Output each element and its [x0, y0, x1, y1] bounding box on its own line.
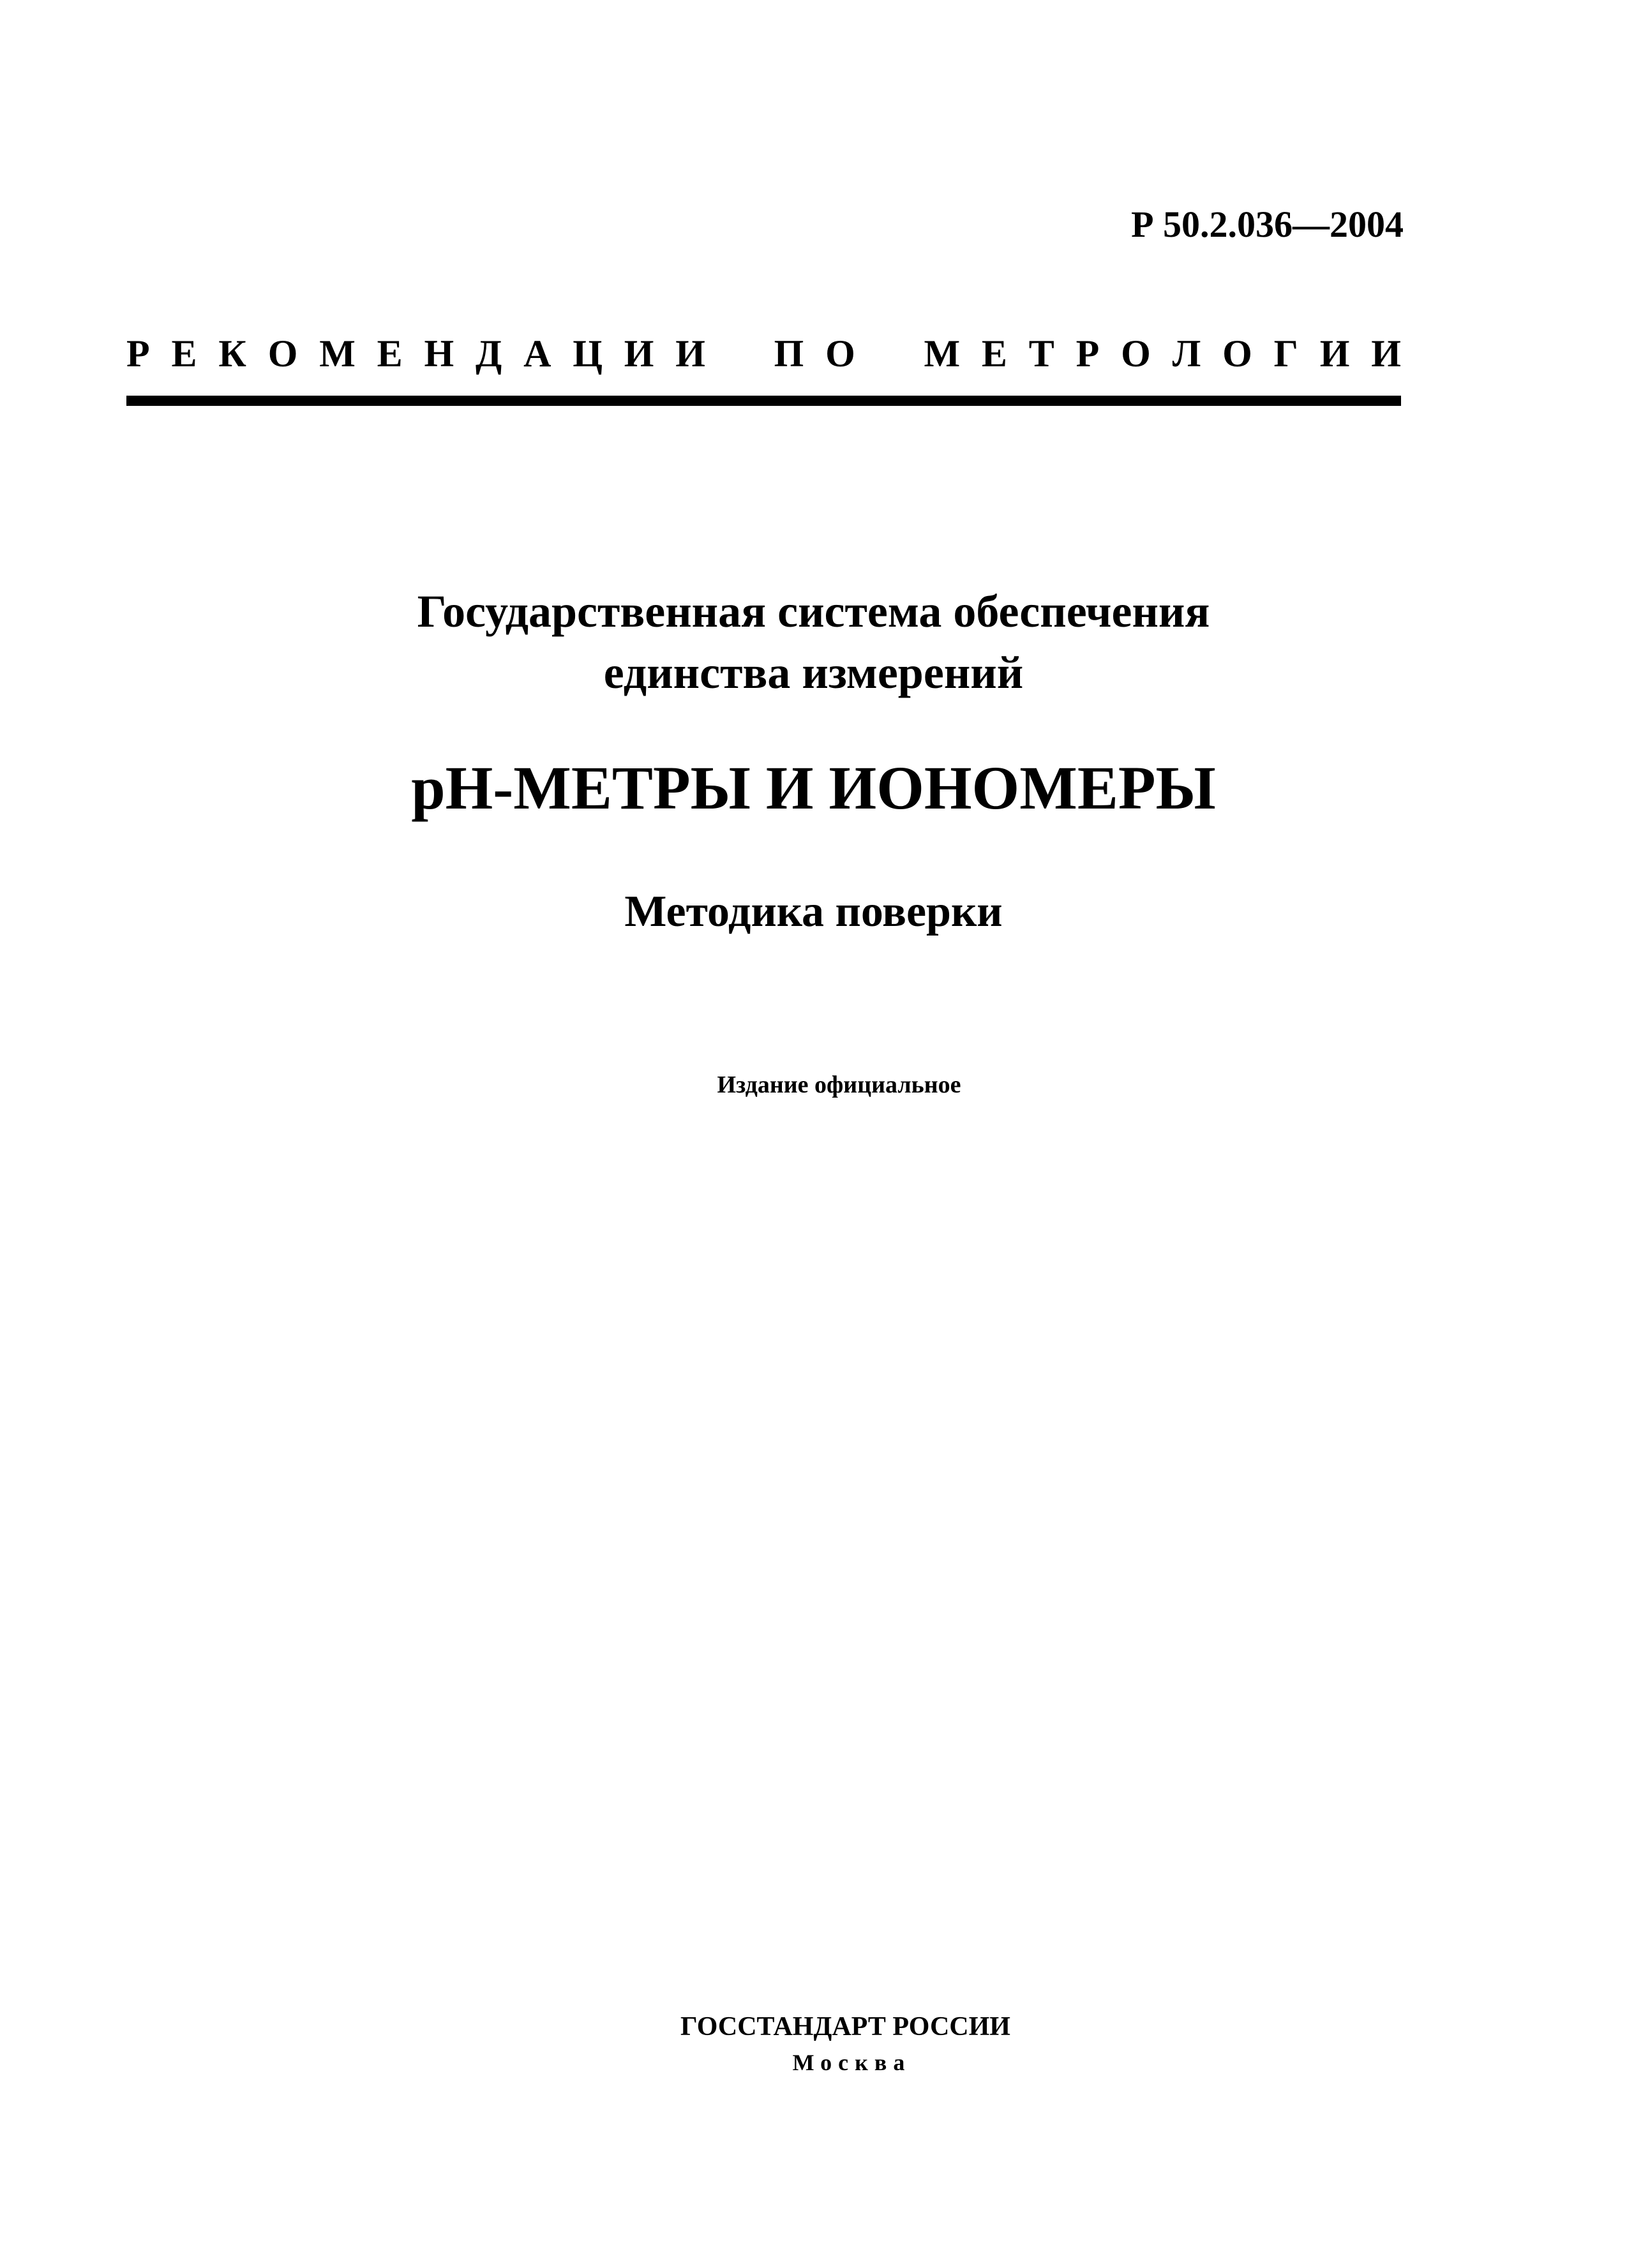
series-title-letter: Е	[377, 332, 403, 375]
series-title-letter: Е	[981, 332, 1007, 375]
series-title-letter: О	[825, 332, 855, 375]
system-title	[0, 581, 1627, 703]
series-title-letter: Т	[1028, 332, 1054, 375]
series-title-letter: Е	[171, 332, 197, 375]
series-title-letter: И	[675, 332, 705, 375]
series-title-letter: И	[1319, 332, 1350, 375]
series-title-letter: Д	[476, 332, 502, 375]
series-title-letter: О	[1121, 332, 1151, 375]
series-title	[126, 334, 1401, 373]
series-header	[126, 334, 1401, 406]
series-title-letter: О	[267, 332, 298, 375]
series-title-letter: А	[523, 332, 551, 375]
series-title-letter: Ц	[573, 332, 603, 375]
document-number: Р 50.2.036—2004	[1131, 204, 1404, 245]
series-title-letter: Г	[1273, 332, 1298, 375]
series-rule-divider	[126, 396, 1401, 406]
edition-note: Издание официальное	[717, 1071, 961, 1098]
series-title-letter: И	[624, 332, 654, 375]
series-title-letter: М	[924, 332, 961, 375]
system-title-line-2: единства измерений	[603, 647, 1024, 698]
system-title-line-1: Государственная система обеспечения	[417, 586, 1210, 637]
series-title-letter: Р	[1076, 332, 1100, 375]
series-title-letter: К	[218, 332, 246, 375]
series-title-letter: Н	[424, 332, 454, 375]
series-title-letter: Л	[1172, 332, 1201, 375]
main-title: рН-МЕТРЫ И ИОНОМЕРЫ	[411, 754, 1216, 822]
series-title-letter: П	[774, 332, 804, 375]
series-title-letter: И	[1371, 332, 1401, 375]
subtitle: Методика поверки	[624, 887, 1003, 936]
series-title-letter: М	[319, 332, 356, 375]
publication-city: Москва	[792, 2050, 911, 2075]
series-title-letter: Р	[126, 332, 150, 375]
publisher: ГОССТАНДАРТ РОССИИ	[680, 2012, 1010, 2041]
series-title-letter: О	[1222, 332, 1252, 375]
